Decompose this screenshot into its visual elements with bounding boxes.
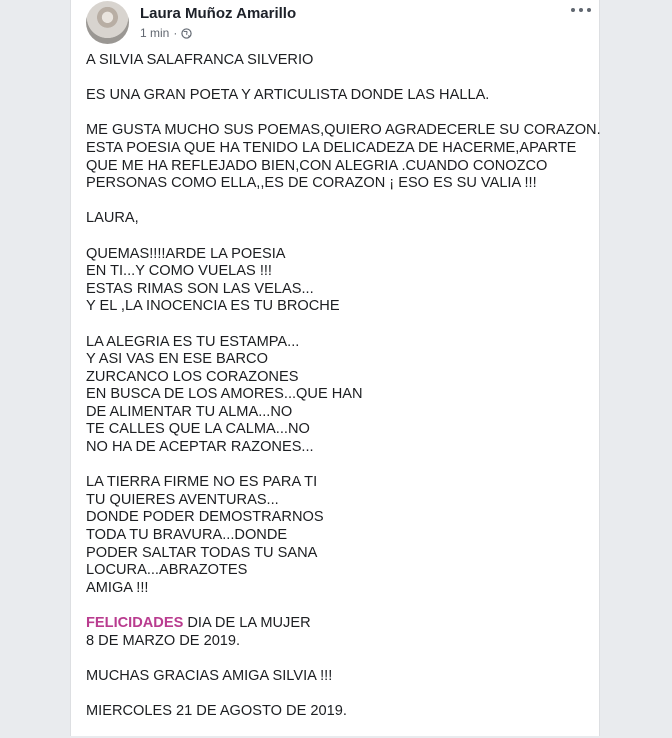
greeting-paragraph [86,615,591,650]
globe-icon[interactable] [181,28,192,39]
thanks-paragraph [86,668,591,686]
post-line: EN BUSCA DE LOS AMORES...QUE HAN [86,386,363,403]
post-line: LAURA, [86,210,139,227]
post-paragraph [86,474,591,597]
post-line: ME GUSTA MUCHO SUS POEMAS,QUIERO AGRADECERLE SU CORAZON. [86,122,601,139]
post-line: Y ASI VAS EN ESE BARCO [86,351,268,368]
post-text [86,52,601,738]
post-line: LA TIERRA FIRME NO ES PARA TI [86,474,318,491]
meta-separator: · [173,26,178,40]
author-name[interactable]: Laura Muñoz Amarillo [140,5,297,22]
post-paragraph [86,210,591,228]
post-line: TU QUIERES AVENTURAS... [86,491,279,508]
timestamp[interactable]: 1 min [140,26,170,40]
post-line: LA ALEGRIA ES TU ESTAMPA... [86,333,300,350]
greeting-highlight[interactable]: FELICIDADES [86,615,184,631]
greeting-rest: DIA DE LA MUJER [183,615,311,631]
date-line: MIERCOLES 21 DE AGOSTO DE 2019. [86,702,347,719]
post-line: DONDE PODER DEMOSTRARNOS [86,509,324,526]
post-line: ESTAS RIMAS SON LAS VELAS... [86,280,314,297]
post-line: DE ALIMENTAR TU ALMA...NO [86,403,293,420]
post-line: Y EL ,LA INOCENCIA ES TU BROCHE [86,298,340,315]
more-options-icon[interactable] [571,4,591,16]
post-line: QUE ME HA REFLEJADO BIEN,CON ALEGRIA .CUANDO CONOZCO [86,157,548,174]
post-line: NO HA DE ACEPTAR RAZONES... [86,439,314,456]
post-line: PERSONAS COMO ELLA,,ES DE CORAZON ¡ ESO ES SU VALIA !!! [86,175,537,192]
post-line: TODA TU BRAVURA...DONDE [86,527,288,544]
post-line: ES UNA GRAN POETA Y ARTICULISTA DONDE LAS HALLA. [86,87,490,104]
post-line: A SILVIA SALAFRANCA SILVERIO [86,52,314,68]
post-line: ESTA POESIA QUE HA TENIDO LA DELICADEZA DE HACERME,APARTE [86,139,577,156]
poem-paragraphs [86,52,601,597]
greeting-date: 8 DE MARZO DE 2019. [86,632,241,649]
post-line: EN TI...Y COMO VUELAS !!! [86,263,272,280]
thanks-line: MUCHAS GRACIAS AMIGA SILVIA !!! [86,667,333,684]
post-line: AMIGA !!! [86,579,149,596]
post-paragraph [86,334,591,457]
post-card [70,0,600,736]
post-paragraph [86,87,591,105]
avatar[interactable] [86,1,129,44]
date-paragraph [86,703,591,721]
post-line: QUEMAS!!!!ARDE LA POESIA [86,245,286,262]
post-paragraph [86,122,601,192]
post-line: ZURCANCO LOS CORAZONES [86,368,299,385]
post-paragraph [86,52,591,70]
post-line: LOCURA...ABRAZOTES [86,562,248,579]
post-line: PODER SALTAR TODAS TU SANA [86,544,318,561]
post-line: TE CALLES QUE LA CALMA...NO [86,421,310,438]
post-paragraph [86,246,591,316]
post-meta [140,26,192,40]
